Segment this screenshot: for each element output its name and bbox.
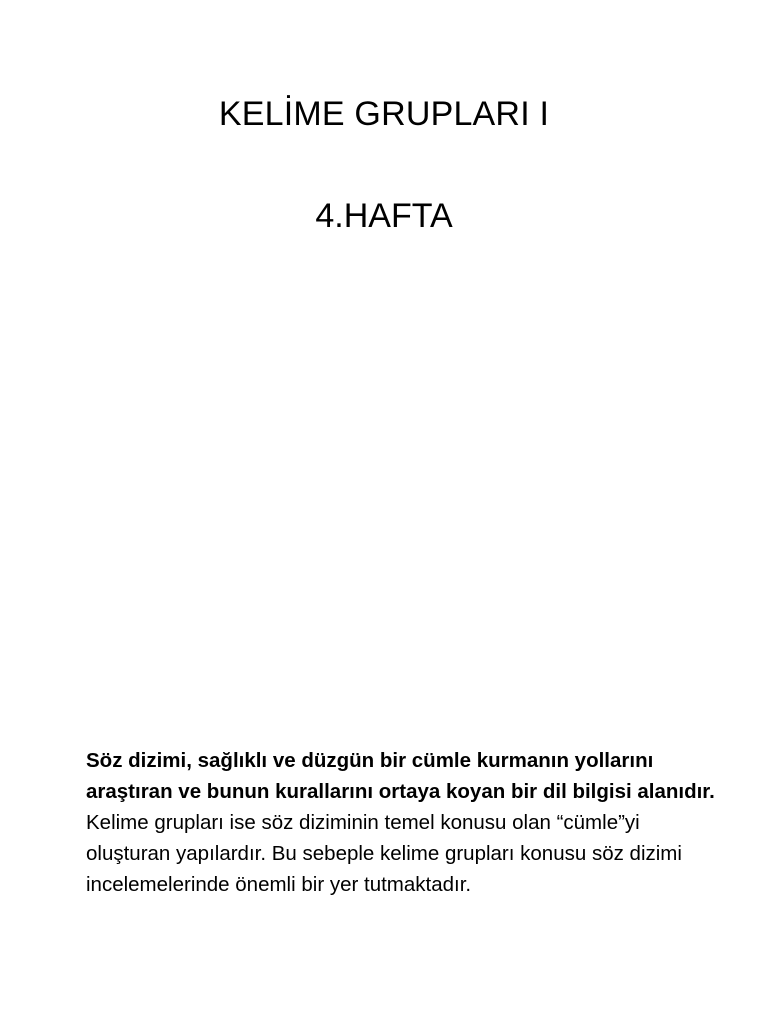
explanation-paragraph: Kelime grupları ise söz diziminin temel konusu olan “cümle”yi oluşturan yapılardır. Bu sebeple kelime grupları konusu söz dizimi incelemelerinde önemli bir yer tutmaktadır. (86, 811, 682, 896)
definition-paragraph: Söz dizimi, sağlıklı ve düzgün bir cümle kurmanın yollarını araştıran ve bunun kurallarını ortaya koyan bir dil bilgisi alanıdır. (86, 749, 715, 803)
slide-subtitle: 4.HAFTA (315, 197, 453, 235)
slide-body (86, 745, 726, 900)
slide-title: KELİME GRUPLARI I (218, 95, 550, 133)
